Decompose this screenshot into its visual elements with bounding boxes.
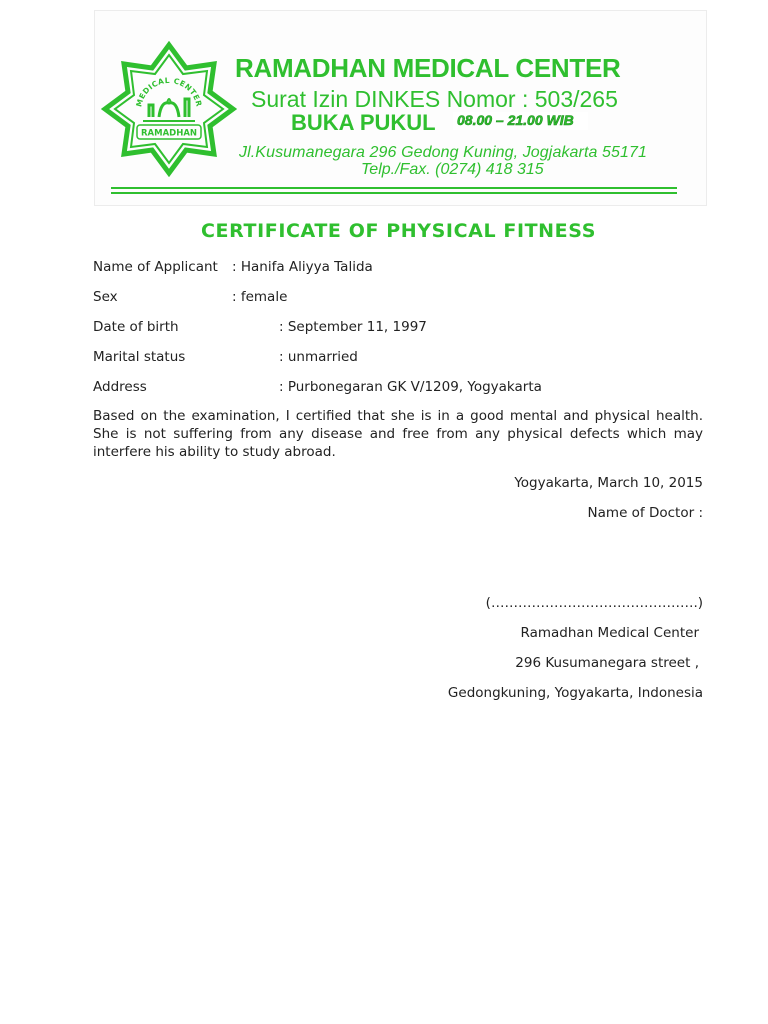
field-value: : September 11, 1997 [279, 319, 427, 335]
doctor-label: Name of Doctor : [587, 505, 703, 521]
field-value: : Hanifa Aliyya Talida [232, 259, 373, 275]
field-label: Name of Applicant [93, 259, 218, 275]
clinic-street: 296 Kusumanegara street , [515, 655, 699, 671]
logo-bottom-text: RAMADHAN [140, 128, 198, 139]
clinic-name-footer: Ramadhan Medical Center [520, 625, 699, 641]
field-value: : female [232, 289, 288, 305]
permit-number: Surat Izin DINKES Nomor : 503/265 [251, 86, 618, 112]
letterhead [94, 10, 707, 206]
field-label: Marital status [93, 349, 186, 365]
clinic-city: Gedongkuning, Yogyakarta, Indonesia [447, 685, 703, 701]
clinic-phone: Telp./Fax. (0274) 418 315 [361, 161, 544, 178]
field-label: Date of birth [93, 319, 179, 335]
clinic-address: Jl.Kusumanegara 296 Gedong Kuning, Jogjakarta 55171 [239, 144, 648, 161]
signature-line: (……………………………………….) [485, 595, 703, 611]
logo-top-text: MEDICAL CENTER [134, 75, 204, 108]
letterhead-rule-bottom [111, 192, 677, 194]
letterhead-rule-top [111, 187, 677, 189]
field-label: Address [93, 379, 147, 395]
field-value: : unmarried [279, 349, 358, 365]
field-label: Sex [93, 289, 118, 305]
clinic-logo-icon [101, 41, 237, 177]
hours-label: BUKA PUKUL [291, 110, 436, 135]
certificate-title: CERTIFICATE OF PHYSICAL FITNESS [201, 220, 596, 242]
opening-hours: 08.00 – 21.00 WIB [453, 112, 588, 130]
examination-statement: Based on the examination, I certified that she is in a good mental and physical health. She is not suffering from any disease and free from any physical defects which may interfere his ability to study abroad. [93, 408, 703, 460]
place-date: Yogyakarta, March 10, 2015 [514, 475, 703, 491]
clinic-name: RAMADHAN MEDICAL CENTER [235, 53, 621, 83]
field-value: : Purbonegaran GK V/1209, Yogyakarta [279, 379, 542, 395]
